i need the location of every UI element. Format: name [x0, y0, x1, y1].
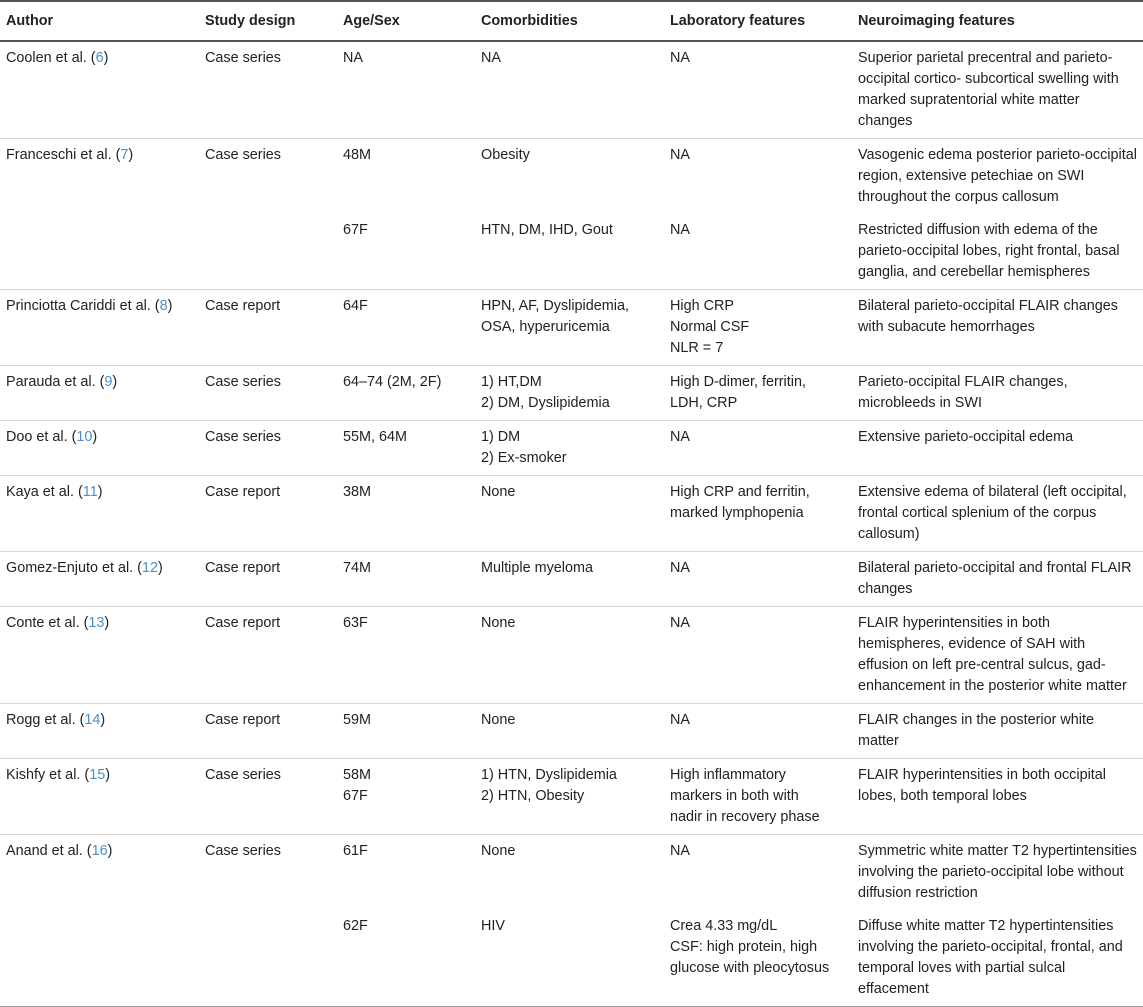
- cell-neuroimaging-features: Diffuse white matter T2 hypertintensities involving the parieto-occipital, frontal, and temporal loves with partial sulcal effacement: [852, 910, 1143, 1007]
- cell-comorbidities: None: [475, 476, 664, 552]
- cell-author: [0, 759, 199, 835]
- cell-age-sex: 74M: [337, 552, 475, 607]
- cell-comorbidities: 1) DM 2) Ex-smoker: [475, 421, 664, 476]
- author-suffix: ): [92, 429, 98, 445]
- author-suffix: ): [107, 843, 113, 859]
- cell-author: [0, 910, 199, 1007]
- cell-age-sex: 61F: [337, 835, 475, 911]
- cell-comorbidities: Multiple myeloma: [475, 552, 664, 607]
- cell-comorbidities: None: [475, 835, 664, 911]
- reference-link[interactable]: 10: [76, 429, 93, 445]
- cell-neuroimaging-features: Superior parietal precentral and parieto-occipital cortico- subcortical swelling with marked supratentorial white matter changes: [858, 50, 1119, 129]
- cell-age-sex: 64–74 (2M, 2F): [337, 366, 475, 421]
- header-row: [0, 1, 1143, 41]
- cell-laboratory-features: NA: [670, 222, 690, 238]
- cell-laboratory-features: NA: [664, 607, 852, 704]
- cell-laboratory-features: High inflammatory markers in both with nadir in recovery phase: [664, 759, 852, 835]
- cell-age-sex: 64F: [337, 290, 475, 366]
- author-name: Doo et al. (: [6, 429, 77, 445]
- cell-author: [0, 41, 199, 139]
- author-suffix: ): [97, 484, 103, 500]
- reference-link[interactable]: 15: [89, 767, 106, 783]
- cell-neuroimaging-features: Extensive edema of bilateral (left occipital, frontal cortical splenium of the corpus callosum): [852, 476, 1143, 552]
- cell-study-design: Case report: [199, 290, 337, 366]
- cell-comorbidities: NA: [481, 50, 501, 66]
- cell-age-sex: NA: [343, 50, 363, 66]
- cell-author: [0, 704, 199, 759]
- cell-neuroimaging-features: Extensive parieto-occipital edema: [852, 421, 1143, 476]
- cell-age-sex: 48M: [337, 139, 475, 215]
- cell-study-design: Case series: [199, 759, 337, 835]
- cell-age-sex: 67F: [343, 222, 368, 238]
- author-suffix: ): [105, 767, 110, 783]
- table-row: [0, 910, 1143, 1007]
- reference-link[interactable]: 8: [159, 298, 168, 314]
- cell-comorbidities: HPN, AF, Dyslipidemia, OSA, hyperuricemia: [475, 290, 664, 366]
- cell-comorbidities: None: [475, 704, 664, 759]
- cell-author: [0, 476, 199, 552]
- table-row: [0, 759, 1143, 835]
- cell-study-design: Case report: [199, 704, 337, 759]
- header-comorbidities: Comorbidities: [475, 1, 664, 41]
- cell-laboratory-features: Crea 4.33 mg/dL CSF: high protein, high glucose with pleocytosus: [664, 910, 852, 1007]
- table-row: [0, 214, 1143, 290]
- cell-laboratory-features: High CRP Normal CSF NLR = 7: [664, 290, 852, 366]
- reference-link[interactable]: 12: [141, 560, 158, 576]
- author-name: Anand et al. (: [6, 843, 92, 859]
- cell-comorbidities: HTN, DM, IHD, Gout: [481, 222, 613, 238]
- cell-study-design: [199, 910, 337, 1007]
- author-name: Parauda et al. (: [6, 374, 105, 390]
- author-name: Princiotta Cariddi et al. (: [6, 298, 160, 314]
- cell-comorbidities: HIV: [475, 910, 664, 1007]
- cell-comorbidities: Obesity: [475, 139, 664, 215]
- cell-neuroimaging-features: FLAIR changes in the posterior white matter: [852, 704, 1143, 759]
- cell-laboratory-features: NA: [670, 50, 690, 66]
- cell-author: [0, 835, 199, 911]
- author-name: Kishfy et al. (: [6, 767, 90, 783]
- cell-author: [0, 421, 199, 476]
- cell-study-design: Case report: [199, 476, 337, 552]
- cell-author: [0, 290, 199, 366]
- cell-laboratory-features: High D-dimer, ferritin, LDH, CRP: [664, 366, 852, 421]
- cell-study-design: [199, 214, 337, 290]
- header-laboratory-features: Laboratory features: [664, 1, 852, 41]
- author-suffix: ): [104, 615, 110, 631]
- cell-laboratory-features: High CRP and ferritin, marked lymphopenia: [664, 476, 852, 552]
- cell-neuroimaging-features: Parieto-occipital FLAIR changes, microbleeds in SWI: [852, 366, 1143, 421]
- cell-age-sex: 58M 67F: [337, 759, 475, 835]
- cell-author: [0, 366, 199, 421]
- cell-neuroimaging-features: FLAIR hyperintensities in both occipital lobes, both temporal lobes: [852, 759, 1143, 835]
- cell-study-design: Case series: [205, 50, 281, 66]
- reference-link[interactable]: 16: [91, 843, 108, 859]
- cell-age-sex: 63F: [337, 607, 475, 704]
- reference-link[interactable]: 11: [82, 484, 98, 500]
- header-author: Author: [0, 1, 199, 41]
- table-row: [0, 366, 1143, 421]
- author-name: Coolen et al. (: [6, 50, 96, 66]
- header-neuroimaging-features: Neuroimaging features: [852, 1, 1143, 41]
- author-suffix: ): [157, 560, 163, 576]
- cell-neuroimaging-features: Vasogenic edema posterior parieto-occipital region, extensive petechiae on SWI throughout the corpus callosum: [852, 139, 1143, 215]
- cell-laboratory-features: NA: [664, 835, 852, 911]
- reference-link[interactable]: 9: [104, 374, 113, 390]
- author-name: Franceschi et al. (: [6, 147, 121, 163]
- table-row: [0, 476, 1143, 552]
- cell-study-design: Case series: [199, 835, 337, 911]
- cell-age-sex: 59M: [337, 704, 475, 759]
- reference-link[interactable]: 6: [95, 50, 104, 66]
- table-row: [0, 835, 1143, 911]
- author-name: Gomez-Enjuto et al. (: [6, 560, 142, 576]
- cell-neuroimaging-features: Bilateral parieto-occipital FLAIR changes with subacute hemorrhages: [852, 290, 1143, 366]
- cell-neuroimaging-features: Bilateral parieto-occipital and frontal FLAIR changes: [852, 552, 1143, 607]
- table-row: [0, 607, 1143, 704]
- author-suffix: ): [128, 147, 134, 163]
- table-row: [0, 421, 1143, 476]
- cell-age-sex: 38M: [337, 476, 475, 552]
- cell-laboratory-features: NA: [664, 552, 852, 607]
- cell-comorbidities: 1) HT,DM 2) DM, Dyslipidemia: [475, 366, 664, 421]
- cell-neuroimaging-features: Restricted diffusion with edema of the parieto-occipital lobes, right frontal, basal ganglia, and cerebellar hemispheres: [858, 222, 1120, 280]
- author-name: Conte et al. (: [6, 615, 89, 631]
- cell-study-design: Case report: [199, 552, 337, 607]
- table-row: [0, 41, 1143, 139]
- reference-link[interactable]: 7: [120, 147, 129, 163]
- table-row: [0, 704, 1143, 759]
- cell-study-design: Case series: [199, 139, 337, 215]
- author-name: Kaya et al. (: [6, 484, 83, 500]
- table-row: [0, 552, 1143, 607]
- author-suffix: ): [103, 50, 109, 66]
- cell-study-design: Case report: [199, 607, 337, 704]
- cell-comorbidities: 1) HTN, Dyslipidemia 2) HTN, Obesity: [475, 759, 664, 835]
- cell-laboratory-features: NA: [664, 704, 852, 759]
- author-suffix: ): [112, 374, 118, 390]
- cell-study-design: Case series: [199, 421, 337, 476]
- reference-link[interactable]: 14: [84, 712, 101, 728]
- cell-neuroimaging-features: FLAIR hyperintensities in both hemispheres, evidence of SAH with effusion on left pre-central sulcus, gad-enhancement in the posterior white matter: [852, 607, 1143, 704]
- cell-author: [0, 214, 199, 290]
- cell-study-design: Case series: [199, 366, 337, 421]
- cell-neuroimaging-features: Symmetric white matter T2 hypertintensities involving the parieto-occipital lobe without diffusion restriction: [852, 835, 1143, 911]
- cell-age-sex: 55M, 64M: [337, 421, 475, 476]
- table-row: [0, 290, 1143, 366]
- cell-comorbidities: None: [475, 607, 664, 704]
- author-suffix: ): [167, 298, 173, 314]
- header-age-sex: Age/Sex: [337, 1, 475, 41]
- cell-author: [0, 552, 199, 607]
- reference-link[interactable]: 13: [88, 615, 105, 631]
- cell-author: [0, 139, 199, 215]
- cell-author: [0, 607, 199, 704]
- cell-age-sex: 62F: [337, 910, 475, 1007]
- table-row: [0, 139, 1143, 215]
- cell-laboratory-features: NA: [664, 421, 852, 476]
- cell-laboratory-features: NA: [664, 139, 852, 215]
- author-name: Rogg et al. (: [6, 712, 85, 728]
- author-suffix: ): [100, 712, 106, 728]
- header-study-design: Study design: [199, 1, 337, 41]
